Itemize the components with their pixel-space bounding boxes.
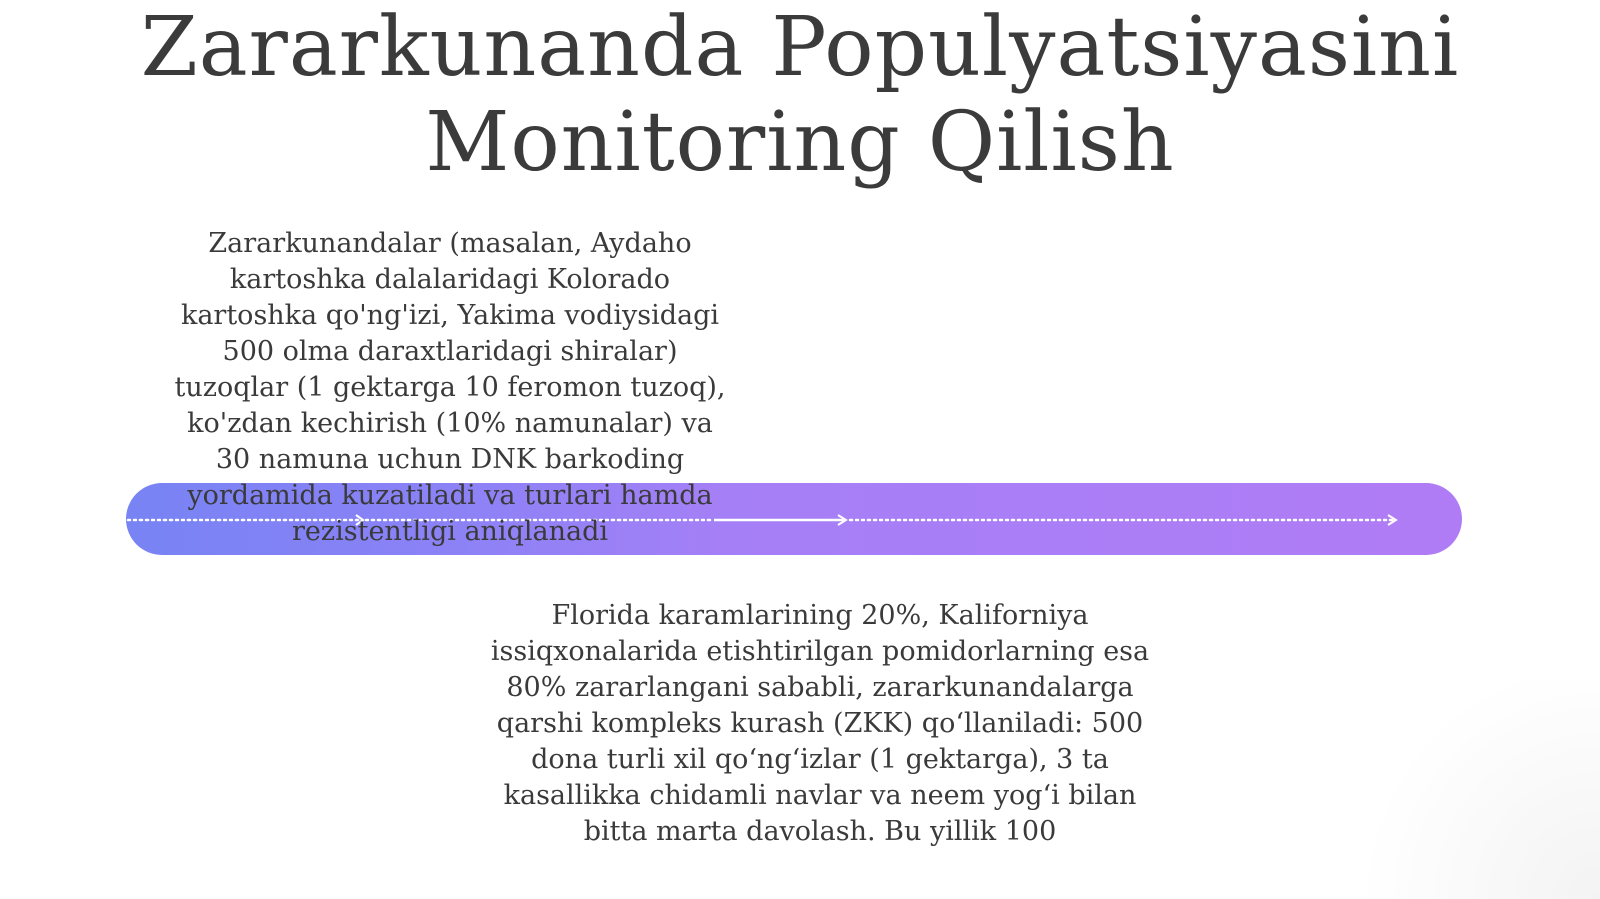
timeline-item-1-text: Zararkunandalar (masalan, Aydaho kartoshka dalalaridagi Kolorado kartoshka qo'ng'izi, Yakima vodiysidagi 500 olma daraxtlaridagi shiralar) tuzoqlar (1 gektarga 10 feromon tuzoq), ko'zdan kechirish (10% namunalar) va 30 namuna uchun DNK barkoding yordamida kuzatiladi va turlari hamda rezistentligi aniqlanadi xyxy=(174,228,726,547)
corner-decoration xyxy=(1340,679,1600,899)
timeline-item-2-text: Florida karamlarining 20%, Kaliforniya issiqxonalarida etishtirilgan pomidorlarning esa 80% zararlangani sababli, zararkunandalarga qarshi kompleks kurash (ZKK) qo‘llaniladi: 500 dona turli xil qo‘ng‘izlar (1 gektarga), 3 ta kasallikka chidamli navlar va neem yog‘i bilan bitta marta davolash. Bu yillik 100 xyxy=(490,600,1150,847)
slide-title: Zararkunanda Populyatsiyasini Monitoring Qilish xyxy=(140,0,1460,190)
